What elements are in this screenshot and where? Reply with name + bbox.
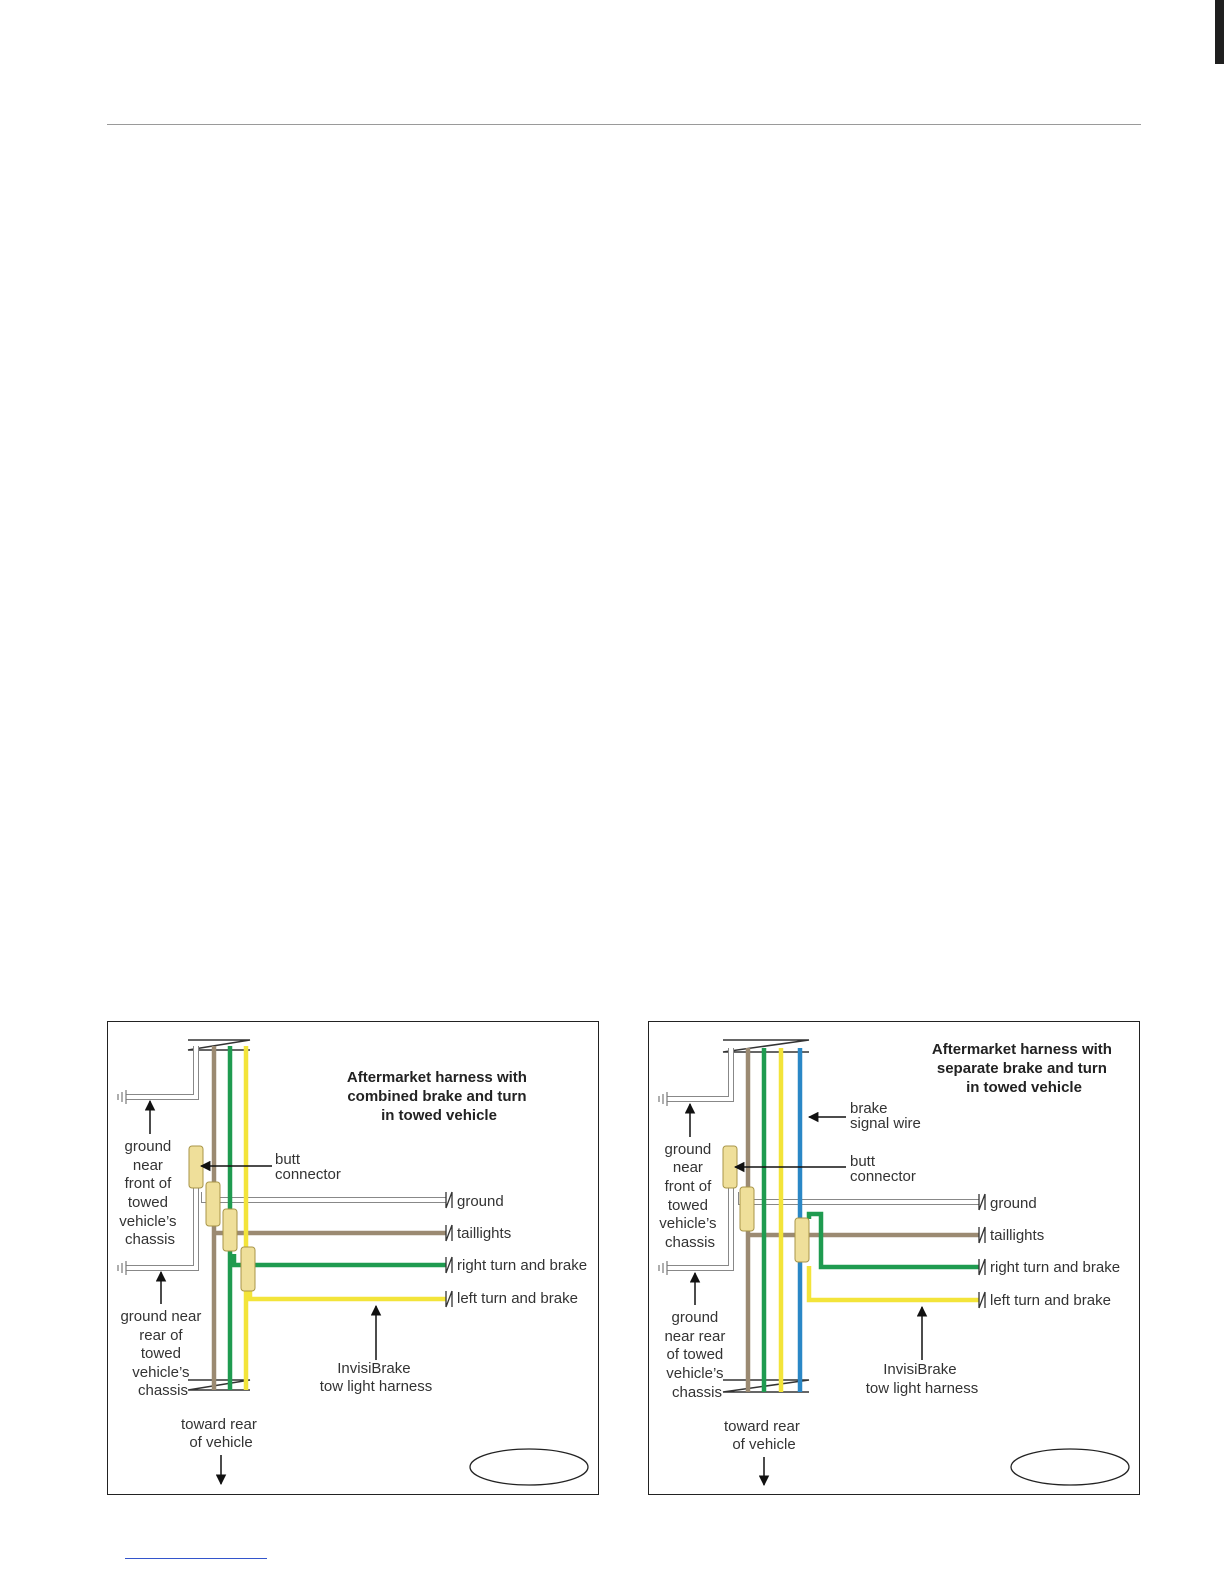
diagram-combined-svg xyxy=(108,1022,600,1496)
page-edge-tab xyxy=(1215,0,1224,64)
label-taillights: taillights xyxy=(457,1225,512,1242)
figure-number-oval xyxy=(1011,1449,1129,1485)
label-butt-connector: butt connector xyxy=(275,1151,341,1183)
label-right-turn: right turn and brake xyxy=(990,1259,1121,1276)
break-mark-bottom xyxy=(188,1380,250,1390)
label-toward-rear: toward rear of vehicle xyxy=(180,1416,257,1451)
label-harness: InvisiBrake tow light harness xyxy=(865,1361,979,1397)
label-brake-signal: brake signal wire xyxy=(850,1100,921,1132)
diagram-separate-brake-turn xyxy=(648,1021,1140,1495)
label-harness: InvisiBrake tow light harness xyxy=(319,1360,433,1395)
wire-end-marks xyxy=(446,1192,452,1307)
label-ground: ground xyxy=(457,1193,504,1210)
ground-symbol-rear xyxy=(659,1261,667,1275)
header-rule xyxy=(107,124,1141,125)
label-butt-connector: butt connector xyxy=(850,1153,916,1185)
wire-end-marks xyxy=(979,1194,985,1308)
footer-link-underline[interactable] xyxy=(125,1558,267,1559)
label-left-turn: left turn and brake xyxy=(457,1290,578,1307)
label-left-turn: left turn and brake xyxy=(990,1292,1111,1309)
label-ground-rear: ground near rear of towed vehicle’s chassis xyxy=(664,1309,726,1401)
figure-number-oval xyxy=(470,1449,588,1485)
label-toward-rear: toward rear of vehicle xyxy=(723,1418,800,1453)
ground-symbol-front xyxy=(659,1092,667,1106)
diagram-title: Aftermarket harness with combined brake and turn in towed vehicle xyxy=(346,1069,527,1124)
diagram-combined-brake-turn xyxy=(107,1021,599,1495)
ground-symbol-front xyxy=(118,1090,126,1104)
ground-symbol-rear xyxy=(118,1261,126,1275)
label-taillights: taillights xyxy=(990,1227,1045,1244)
label-ground: ground xyxy=(990,1195,1037,1212)
label-ground-front: ground near front of towed vehicle’s chassis xyxy=(119,1138,177,1248)
diagram-title: Aftermarket harness with separate brake and turn in towed vehicle xyxy=(931,1041,1112,1096)
label-ground-rear: ground near rear of towed vehicle’s chassis xyxy=(120,1308,202,1399)
diagram-separate-svg xyxy=(649,1022,1141,1496)
label-ground-front: ground near front of towed vehicle’s chassis xyxy=(659,1141,717,1251)
label-right-turn: right turn and brake xyxy=(457,1257,588,1274)
